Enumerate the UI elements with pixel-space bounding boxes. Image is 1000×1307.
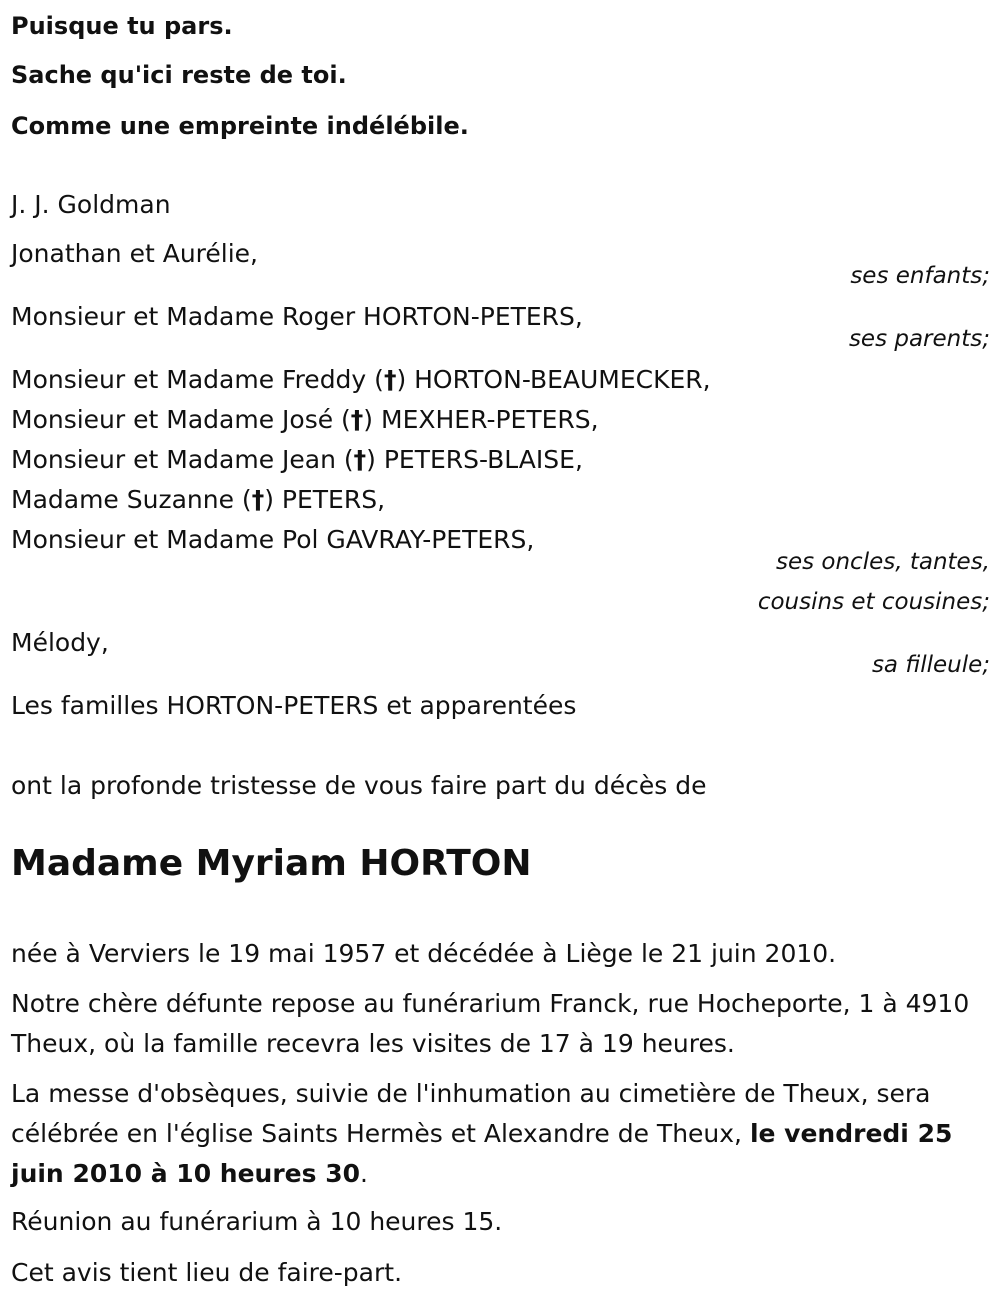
families-line: Les familles HORTON-PETERS et apparentées [11, 691, 577, 720]
uncle-line-2: Monsieur et Madame José (†) MEXHER-PETERS, [11, 405, 599, 434]
deceased-name: Madame Myriam HORTON [11, 843, 532, 884]
uncle-line-3: Monsieur et Madame Jean (†) PETERS-BLAISE, [11, 445, 583, 474]
uncles-relation-2: cousins et cousines; [757, 589, 990, 615]
children-relation: ses enfants; [850, 263, 990, 289]
poem-author: J. J. Goldman [11, 190, 171, 219]
goddaughter-name: Mélody, [11, 628, 109, 657]
meeting-info: Réunion au funérarium à 10 heures 15. [11, 1207, 503, 1236]
poem-line-3: Comme une empreinte indélébile. [11, 112, 469, 140]
cross-icon: † [383, 365, 397, 394]
poem-line-2: Sache qu'ici reste de toi. [11, 61, 347, 89]
goddaughter-relation: sa filleule; [871, 652, 990, 678]
funerarium-info: Notre chère défunte repose au funérarium Franck, rue Hocheporte, 1 à 4910 Theux, où la famille recevra les visites de 17 à 19 heures. [11, 989, 970, 1058]
cross-icon: † [353, 445, 367, 474]
poem-line-1: Puisque tu pars. [11, 12, 233, 40]
uncles-relation-1: ses oncles, tantes, [775, 549, 990, 575]
cross-icon: † [350, 405, 364, 434]
parents-names: Monsieur et Madame Roger HORTON-PETERS, [11, 302, 583, 331]
notice-line: Cet avis tient lieu de faire-part. [11, 1258, 403, 1287]
announcement: ont la profonde tristesse de vous faire part du décès de [11, 771, 707, 800]
parents-relation: ses parents; [848, 326, 990, 352]
uncle-line-5: Monsieur et Madame Pol GAVRAY-PETERS, [11, 525, 535, 554]
uncle-line-4: Madame Suzanne (†) PETERS, [11, 485, 386, 514]
children-names: Jonathan et Aurélie, [11, 239, 258, 268]
mass-date: le vendredi 25 juin 2010 à 10 heures 30 [11, 1119, 953, 1188]
uncle-line-1: Monsieur et Madame Freddy (†) HORTON-BEAUMECKER, [11, 365, 711, 394]
mass-info: La messe d'obsèques, suivie de l'inhumation au cimetière de Theux, sera célébrée en l'église Saints Hermès et Alexandre de Theux, le vendredi 25 juin 2010 à 10 heures 30. [11, 1079, 953, 1188]
cross-icon: † [251, 485, 265, 514]
birth-death-info: née à Verviers le 19 mai 1957 et décédée à Liège le 21 juin 2010. [11, 939, 837, 968]
